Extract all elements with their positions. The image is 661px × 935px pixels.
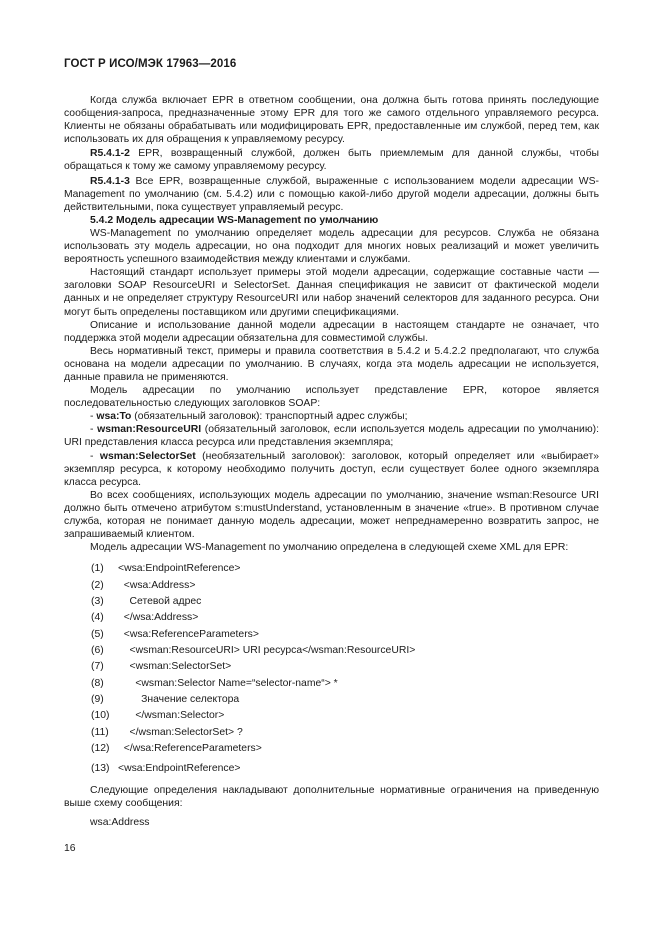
requirement-label: R5.4.1-2 xyxy=(90,148,130,160)
requirement-label: R5.4.1-3 xyxy=(90,175,130,187)
list-term: wsa:To xyxy=(96,411,132,423)
list-dash: - xyxy=(90,450,100,462)
line-number: (6) xyxy=(91,645,104,656)
paragraph: Когда служба включает EPR в ответном сообщении, она должна быть готова принять последующие сообщения-запроса, предназначенные этому EPR для того же самого отдельного управляемого ресурса. Клиенты не обязаны обрабатывать или модифицировать EPR, предоставленные им службой, перед тем, как использовать их для обращения к управляемому ресурсу. xyxy=(64,95,599,146)
line-number: (7) xyxy=(91,661,104,673)
list-text: (обязательный заголовок, если используется модель адресации по умолчанию): URI представления класса ресурса или представления экземпляра; xyxy=(64,424,599,449)
code-text: Значение селектора xyxy=(118,694,240,706)
requirement-text: Все EPR, возвращенные службой, выраженные с использованием модели адресации WS-Management по умолчанию (см. 5.4.2) или с помощью какой-либо другой модели адресации, должны быть действительными, пока существует управляемый ресурс. xyxy=(64,175,599,213)
paragraph: Следующие определения накладывают дополнительные нормативные ограничения на приведенную выше схему сообщения: xyxy=(64,784,599,809)
code-line xyxy=(91,761,599,777)
line-number: (8) xyxy=(91,677,104,689)
code-line xyxy=(91,610,599,626)
code-line xyxy=(91,561,599,577)
list-item xyxy=(64,423,599,449)
line-number: (13) xyxy=(91,763,110,775)
code-line xyxy=(91,741,599,757)
paragraph: Модель адресации по умолчанию использует представление EPR, которое является последовательностью следующих заголовков SOAP: xyxy=(64,385,599,410)
code-text: <wsa:Address> xyxy=(118,579,196,591)
paragraph: WS-Management по умолчанию определяет модель адресации для ресурсов. Служба не обязана использовать эту модель адресации, но она подходит для многих новых реализаций и может увеличить вероятность успешного взаимодействия между клиентами и службами. xyxy=(64,227,599,266)
code-text: <wsa:ReferenceParameters> xyxy=(118,628,259,640)
line-number: (4) xyxy=(91,612,104,624)
line-number: (12) xyxy=(91,743,110,755)
code-text: Сетевой адрес xyxy=(118,595,202,607)
page-number: 16 xyxy=(64,843,76,854)
document-header: ГОСТ Р ИСО/МЭК 17963—2016 xyxy=(64,58,237,70)
code-line xyxy=(91,594,599,610)
code-line xyxy=(91,659,599,675)
list-item xyxy=(64,450,599,489)
code-line xyxy=(91,578,599,594)
code-text: <wsman:ResourceURI> URI ресурса</wsman:ResourceURI> xyxy=(118,645,416,656)
page-body xyxy=(64,94,599,829)
line-number: (9) xyxy=(91,694,104,706)
list-text: (необязательный заголовок): заголовок, который определяет или «выбирает» экземпляр ресурса, к которому необходимо получить доступ, если существует более одного экземпляра класса ресурса. xyxy=(64,450,599,488)
list-term: wsman:SelectorSet xyxy=(99,450,196,462)
requirement-text: EPR, возвращенный службой, должен быть приемлемым для данной службы, чтобы обращаться к тому же самому управляемому ресурсу. xyxy=(64,148,599,173)
list-text: (обязательный заголовок): транспортный адрес службы; xyxy=(131,411,408,423)
section-heading: 5.4.2 Модель адресации WS-Management по умолчанию xyxy=(90,214,379,226)
code-line xyxy=(91,676,599,692)
code-text: </wsman:Selector> xyxy=(118,710,225,722)
list-item xyxy=(64,410,599,423)
line-number: (3) xyxy=(91,595,104,607)
code-line xyxy=(91,627,599,643)
code-line xyxy=(91,643,599,659)
code-text: <wsa:EndpointReference> xyxy=(118,763,241,775)
list-term: wsman:ResourceURI xyxy=(97,424,202,436)
definition-term: wsa:Address xyxy=(90,816,150,828)
code-text: </wsa:Address> xyxy=(118,612,199,624)
code-line xyxy=(91,708,599,724)
code-text: </wsa:ReferenceParameters> xyxy=(118,743,262,755)
requirement-r5-4-1-3 xyxy=(64,175,599,214)
xml-schema-listing xyxy=(64,561,599,777)
code-text: <wsman:Selector Name=“selector-name“> * xyxy=(118,677,338,689)
line-number: (2) xyxy=(91,579,104,591)
requirement-r5-4-1-2 xyxy=(64,147,599,173)
paragraph: Во всех сообщениях, использующих модель адресации по умолчанию, значение wsman:Resource URI должно быть отмечено атрибутом s:mustUnderstand, установленным в значение «true». В противном случае служба, которая не понимает данную модель адресации, может непреднамеренно возвратить запрос, не запрашиваемый клиентом. xyxy=(64,489,599,541)
line-number: (1) xyxy=(91,563,104,575)
paragraph: Описание и использование данной модели адресации в настоящем стандарте не означает, что поддержка этой модели адресации обязательна для совместимой службы. xyxy=(64,319,599,344)
code-text: <wsa:EndpointReference> xyxy=(118,563,241,575)
list-dash: - xyxy=(90,424,98,436)
code-text: </wsman:SelectorSet> ? xyxy=(118,726,243,738)
code-line xyxy=(91,725,599,741)
line-number: (10) xyxy=(91,710,110,722)
paragraph: Модель адресации WS-Management по умолчанию определена в следующей схеме XML для EPR: xyxy=(90,542,569,554)
line-number: (5) xyxy=(91,628,104,640)
list-dash: - xyxy=(90,411,97,423)
paragraph: Настоящий стандарт использует примеры этой модели адресации, содержащие составные части — заголовки SOAP ResourceURI и SelectorSet. Данная спецификация не зависит от фактической модели данных и не определяет структуру ResourceURI или набор значений селекторов для заданного ресурса. Они могут быть определены поставщиком или другими спецификациями. xyxy=(64,267,599,318)
code-line xyxy=(91,692,599,708)
paragraph: Весь нормативный текст, примеры и правила соответствия в 5.4.2 и 5.4.2.2 предполагают, что служба основана на модели адресации по умолчанию. В случаях, когда эта модель адресации не используется, данные правила не применяются. xyxy=(64,345,599,383)
line-number: (11) xyxy=(91,726,109,738)
code-text: <wsman:SelectorSet> xyxy=(118,661,232,673)
